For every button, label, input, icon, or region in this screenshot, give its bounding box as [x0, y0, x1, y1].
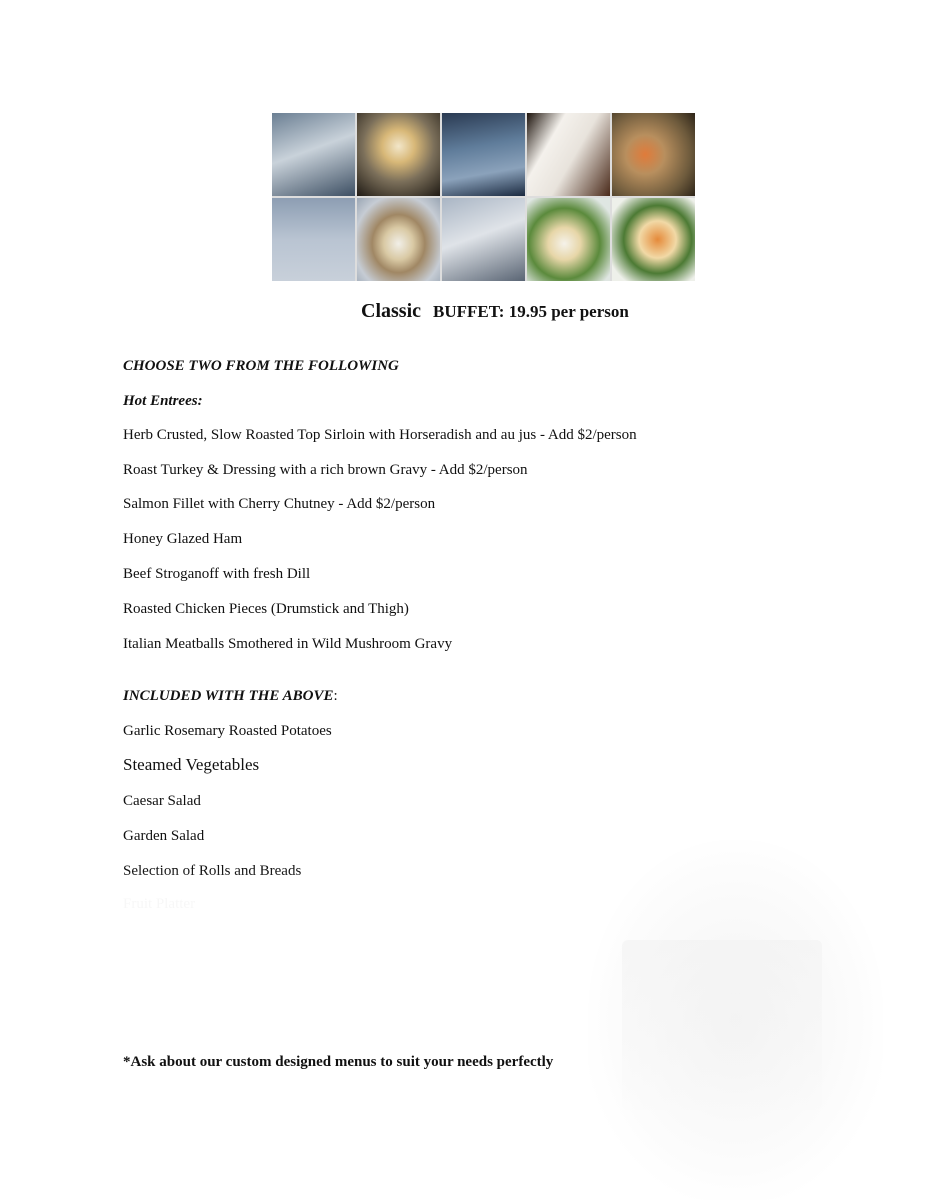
included-item: Garden Salad	[123, 828, 205, 844]
menu-title-word: Classic	[361, 300, 421, 322]
menu-item: Beef Stroganoff with fresh Dill	[123, 566, 311, 582]
included-item: Selection of Rolls and Breads	[123, 863, 302, 879]
included-heading	[123, 686, 338, 706]
photo-garnished-appetizers	[612, 198, 695, 281]
menu-title-price: BUFFET: 19.95 per person	[433, 302, 629, 321]
choose-heading: CHOOSE TWO FROM THE FOLLOWING	[123, 358, 399, 374]
menu-item: Salmon Fillet with Cherry Chutney - Add $2/person	[123, 496, 436, 512]
catering-photo-collage	[272, 113, 695, 281]
included-heading-text: INCLUDED WITH THE ABOVE	[123, 688, 334, 704]
photo-silverware	[272, 198, 355, 281]
faded-watermark-image	[622, 940, 822, 1110]
included-heading-colon: :	[333, 688, 338, 704]
included-item: Caesar Salad	[123, 793, 201, 809]
photo-glassware	[272, 113, 355, 196]
menu-item: Herb Crusted, Slow Roasted Top Sirloin with Horseradish and au jus - Add $2/person	[123, 427, 637, 443]
photo-server-gloves	[527, 113, 610, 196]
photo-blue-glasses	[442, 113, 525, 196]
photo-place-setting	[357, 198, 440, 281]
menu-item: Roast Turkey & Dressing with a rich brown Gravy - Add $2/person	[123, 462, 528, 478]
menu-item: Roasted Chicken Pieces (Drumstick and Thigh)	[123, 601, 409, 617]
photo-floral-centerpiece	[357, 113, 440, 196]
photo-cutlery	[442, 198, 525, 281]
menu-item: Italian Meatballs Smothered in Wild Mushroom Gravy	[123, 636, 453, 652]
menu-title	[361, 297, 629, 327]
hot-entrees-heading: Hot Entrees:	[123, 393, 203, 409]
menu-item: Honey Glazed Ham	[123, 531, 243, 547]
custom-menu-note: *Ask about our custom designed menus to suit your needs perfectly	[123, 1054, 554, 1070]
included-item: Steamed Vegetables	[123, 755, 260, 774]
white-overlay	[85, 893, 300, 923]
photo-salad-plates	[527, 198, 610, 281]
photo-plated-appetizers	[612, 113, 695, 196]
included-item: Garlic Rosemary Roasted Potatoes	[123, 723, 332, 739]
